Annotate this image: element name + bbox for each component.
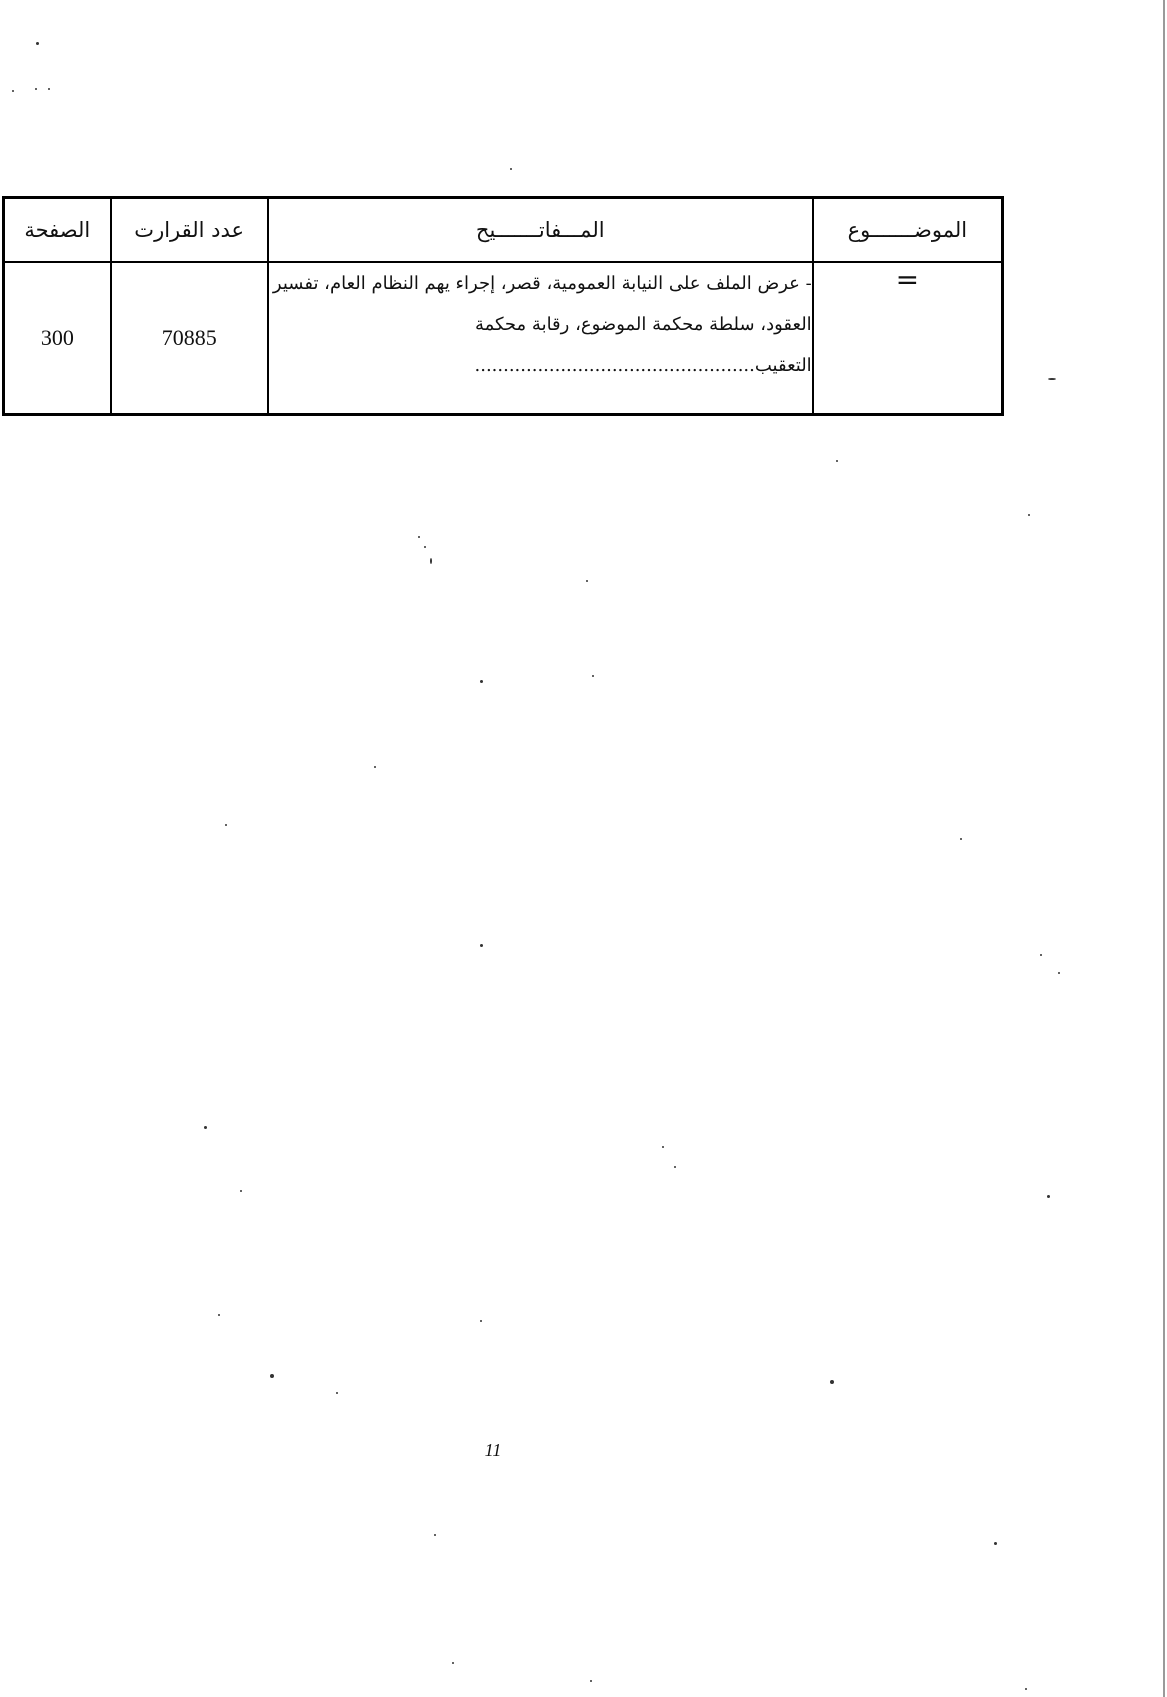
- scan-speck: [336, 1392, 338, 1394]
- scan-speck: [592, 675, 594, 677]
- scan-speck: [35, 88, 37, 90]
- scan-speck: [510, 168, 512, 170]
- header-page: الصفحة: [4, 198, 111, 263]
- scan-speck: [960, 838, 962, 840]
- header-decision-count: عدد القرارت: [111, 198, 268, 263]
- header-keywords: المـــفاتـــــــيح: [268, 198, 813, 263]
- scan-speck: [204, 1126, 207, 1129]
- table-header-row: [4, 198, 1003, 263]
- scan-speck: [662, 1146, 664, 1148]
- scan-speck: [12, 90, 14, 92]
- scan-speck: [48, 88, 50, 90]
- scan-speck: [430, 558, 432, 564]
- scan-speck: [480, 944, 483, 947]
- scan-speck: [836, 460, 838, 462]
- page-number: 11: [484, 1440, 502, 1460]
- scan-speck: [270, 1374, 274, 1378]
- scan-speck: [674, 1166, 676, 1168]
- scan-speck: [434, 1534, 436, 1536]
- keywords-cell: - عرض الملف على النيابة العمومية، قصر، إجراء يهم النظام العام، تفسير العقود، سلطة محكمة الموضوع، رقابة محكمة التعقيب.................................................: [268, 262, 813, 415]
- scan-speck: [240, 1190, 242, 1192]
- scan-speck: [418, 536, 420, 538]
- scan-speck: [218, 1314, 220, 1316]
- subject-cell: =: [813, 262, 1003, 415]
- decision-count-cell: 70885: [111, 262, 268, 415]
- page-cell: 300: [4, 262, 111, 415]
- scan-speck: [1058, 972, 1060, 974]
- scan-speck: [36, 42, 39, 45]
- scan-speck: [1048, 378, 1056, 380]
- scan-speck: [480, 680, 483, 683]
- scan-speck: [830, 1380, 834, 1384]
- scan-speck: [994, 1542, 997, 1545]
- scan-speck: [586, 580, 588, 582]
- scan-speck: [452, 1662, 454, 1664]
- scan-speck: [590, 1680, 592, 1682]
- scan-speck: [1028, 514, 1030, 516]
- scan-speck: [424, 546, 426, 548]
- scan-speck: [225, 824, 227, 826]
- scan-speck: [374, 766, 376, 768]
- scan-speck: [1040, 954, 1042, 956]
- index-table: [2, 196, 1004, 416]
- header-subject: الموضـــــــوع: [813, 198, 1003, 263]
- scan-speck: [1047, 1195, 1050, 1198]
- scan-speck: [480, 1320, 482, 1322]
- scan-edge-line: [1163, 0, 1165, 1697]
- table-row: [4, 262, 1003, 415]
- scan-speck: [1025, 1688, 1027, 1690]
